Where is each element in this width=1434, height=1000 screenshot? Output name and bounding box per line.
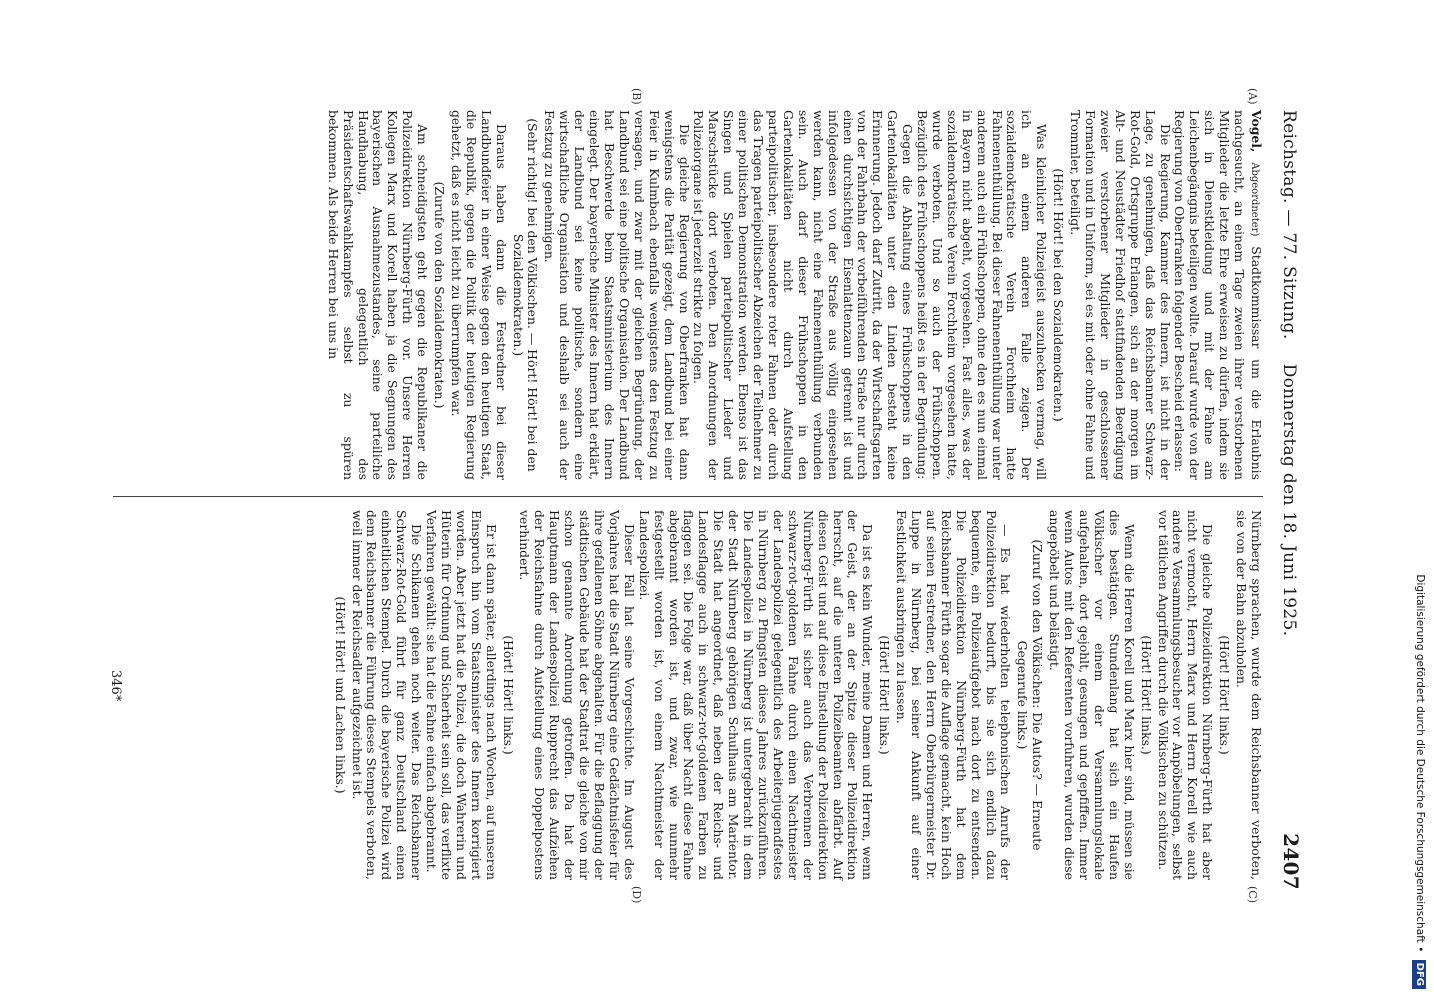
paragraph: Am schneidigsten geht gegen die Republikaner die Polizeidirektion Nürnberg-Fürth vor. Unsere Herren Kollegen Marx und Korell haben ja die Segnungen des bayerischen Ausnahmezustandes, seine parteiliche Handhabung, gelegentlich des Präsidentschaftswahlkampfes selbst zu spüren bekommen. Als beide Herren bei uns in: [325, 110, 431, 480]
interjection: (Hört! Hört! links.): [877, 635, 893, 755]
margin-letter-c: (C): [1246, 886, 1259, 903]
paragraph: Die gleiche Polizeidirektion Nürnberg-Fürth hat aber nicht vermocht, Herrn Marx und Herrn Korell wie auch andere Versammlungsbesucher vor Anpöbelungen, selbst vor tätlichen Angriffen durch die Völkischen zu schützen.: [1155, 510, 1216, 880]
digitization-credit: [1412, 14, 1432, 989]
credit-text: Digitalisierung gefördert durch die Deutsche Forschungsgemeinschaft •: [1414, 574, 1426, 953]
speaker-name: Vogel,: [1249, 110, 1264, 153]
running-head-left: Reichstag. — 77. Sitzung.: [1279, 110, 1299, 340]
interjection: (Hört! Hört! links.): [500, 635, 516, 755]
interjection: (Zurufe von den Sozialdemokraten.): [432, 181, 448, 409]
interjection: (Hört! Hört! links.): [1138, 635, 1154, 755]
footer-signature: 346*: [108, 670, 123, 702]
paragraph: Daraus haben dann die Festredner bei dieser Landbundfeier in einer Weise gegen den heutigen Staat, die Republik, gegen die Politik der heutigen Regierung gehetzt, daß es nicht leicht zu überrumpfen war.: [448, 110, 509, 480]
column-divider: [113, 496, 1263, 497]
text-column-right: [330, 510, 1263, 880]
dfg-logo: DFG: [1412, 960, 1426, 989]
paragraph: Er ist dann später, allerdings nach Wochen, auf unseren Einspruch hin vom Staatsminister des Innern korrigiert worden. Aber jetzt hat die Polizei, die doch Wahrerin und Hüterin für Ordnung und Sicherheit sein soll, das verflixte Verfahren gewählt: sie hat die Fahne einfach abgebrannt.: [424, 510, 499, 880]
paragraph: Die Regierung, Kammer des Innern, ist nicht in der Lage, zu genehmigen, daß das Reichsbanner Schwarz-Rot-Gold, Ortsgruppe Erlangen, sich an der morgen im Alt- und Neustädter Friedhof stattfindenden Beerdigung zweier verstorbener Mitglieder in geschlossener Formation und in Uniform, sei es mit oder ohne Fahne und Trommler, beteiligt.: [1068, 110, 1173, 480]
page-number: 2407: [1279, 833, 1303, 890]
margin-letter-d: (D): [630, 886, 643, 904]
paragraph: Nürnberg sprachen, wurde dem Reichsbanner verboten, sie von der Bahn abzuholen.: [1234, 510, 1264, 880]
running-head: [1273, 110, 1303, 890]
margin-letter-a: (A): [1246, 88, 1259, 105]
interjection: (Hört! Hört! und Lachen links.): [332, 596, 348, 794]
interjection: (Hört! Hört! links.): [1217, 635, 1233, 755]
paragraph: — Es hat wiederholten telephonischen Anrufs der Polizeidirektion bedurft, bis sie sich endlich dazu bequemte, ein Polizeiaufgebot nach dort zu entsenden. Die Polizeidirektion Nürnberg-Fürth hat dem Reichsbanner Fürth sogar die Auflage gemacht, kein Hoch auf seinen Festredner, den Herrn Oberbürgermeister Dr. Luppe in Nürnberg, bei seiner Ankunft auf einer Festlichkeit ausbringen zu lassen.: [894, 510, 1014, 880]
paragraph: Die Schikanen gehen noch weiter. Das Reichsbanner Schwarz-Rot-Gold führt für ganz Deutschland einen einheitlichen Stempel. Durch die bayerische Polizei wird dem Reichsbanner die Führung dieses Stempels verboten, weil immer der Reichsadler aufgezeichnet ist.: [349, 510, 425, 880]
running-head-date: Donnerstag den 18. Juni 1925.: [1279, 363, 1299, 637]
interjection: (Zuruf von den Völkischen: Die Autos? — Erneute Gegenrufe links.): [1015, 539, 1046, 851]
paragraph: Die gleiche Regierung von Oberfranken hat dann wenigstens die Parität gezeigt, dem Landbund bei einer Feier in Kulmbach ebenfalls wenigstens den Festzug zu versagen, und zwar mit der gleichen Begründung, der Landbund sei eine politische Organisation. Der Landbund hat Beschwerde beim Staatsministerium des Innern eingelegt. Der bayerische Minister des Innern hat erklärt, der Landbund sei keine politische, sondern eine wirtschaftliche Organisation und deshalb sei auch der Festzug zu genehmigen.: [542, 110, 692, 480]
paragraph: Gegen die Abhaltung eines Frühschoppens in den Gartenlokalitäten unter den Linden besteht keine Erinnerung. Jedoch darf Zutritt, da der Wirtschaftsgarten von der Fahrbahn der vorbeiführenden Straße nur durch einen durchsichtigen Eisenlattenzaun getrennt ist und infolgedessen von der Straße aus völlig eingesehen werden kann, nicht eine Fahnenenthüllung verbunden sein. Auch darf dieser Frühschoppen in den Gartenlokalitäten nicht durch Aufstellung parteipolitischer, insbesondere roter Fahnen oder durch das Tragen parteipolitischer Abzeichen der Teilnehmer zu einer politischen Demonstration werden. Ebenso ist das Singen und Spielen parteipolitischer Lieder und Marschstücke dort verboten. Den Anordnungen der Polizeiorgane ist jederzeit strikte zu folgen.: [691, 110, 916, 480]
paragraph: Dieser Fall hat seine Vorgeschichte. Im August des Vorjahres hat die Stadt Nürnberg eine Gedächtnisfeier für ihre gefallenen Söhne abgehalten. Für die Beflaggung der städtischen Gebäude hat der Stadtrat die gleiche von mir schon genannte Anordnung getroffen. Da hat der Hauptmann der Landespolizei Rupprecht das Aufziehen der Reichsfahne durch Aufstellung eines Doppelpostens verhindert.: [517, 510, 637, 880]
paragraph-text: Stadtkommissar um die Erlaubnis nachgesucht, an einem Tage zweien ihrer verstorbenen Mitglieder die letzte Ehre erweisen zu dürfen, indem sie sich in Dienstkleidung und mit der Fahne am Leichenbegängnis beteiligen wollte. Darauf wurde von der Regierung von Oberfranken folgender Bescheid erlassen:: [1172, 110, 1264, 480]
margin-letter-b: (B): [630, 88, 643, 105]
interjection: (Sehr richtig! bei den Völkischen. — Hört! Hört! bei den Sozialdemokraten.): [510, 118, 541, 472]
text-column-left: [325, 110, 1263, 480]
paragraph: [1172, 110, 1263, 480]
rotated-document-page: [13, 88, 1303, 904]
speaker-role: Abgeordneter): [1249, 152, 1260, 247]
paragraph: Wenn die Herren Korell und Marx hier sind, müssen sie dies bestätigen. Stundenlang hat sich ein Haufen Völkischer vor einem der Versammlungslokale aufgehalten, dort gejohlt, gesungen und gepfiffen. Immer wenn Autos mit den Referenten vorfuhren, wurden diese angepöbelt und belästigt.: [1047, 510, 1137, 880]
paragraph: Da ist es kein Wunder, meine Damen und Herren, wenn der Geist, der an der Spitze dieser Polizeidirektion herrscht, auf die unteren Polizeibeamten abfärbt. Auf diesen Geist und auf diese Einstellung der Polizeidirektion Nürnberg-Fürth ist sicher auch das Verbrennen der schwarz-rot-goldenen Fahne durch einen Nachtmeister der Landespolizei gelegentlich des Arbeiterjugendfestes in Nürnberg zu Pfingsten dieses Jahres zurückzuführen. Die Landespolizei in Nürnberg ist untergebracht in dem der Stadt Nürnberg gehörigen Schulhaus am Marientor. Die Stadt hat angeordnet, daß neben der Reichs- und Landesflagge auch in schwarz-rot-goldenen Farben zu flaggen sei. Die Folge war, daß über Nacht diese Fahne abgebrannt worden ist, und zwar, wie nunmehr festgestellt worden ist, von einem Nachtmeister der Landespolizei.: [636, 510, 876, 880]
interjection: (Hört! Hört! bei den Sozialdemokraten.): [1051, 168, 1067, 422]
paragraph: Was kleinlicher Polizeigeist auszuhecken vermag, will ich an einem anderen Falle zeigen. Der sozialdemokratische Verein Forchheim hatte Fahnenenthüllung. Bei dieser Fahnenenthüllung war unter anderem auch ein Frühschoppen, ohne den es nun einmal in Bayern nicht abgeht, vorgesehen. Fast alles, was der sozialdemokratische Verein Forchheim vorgesehen hatte, wurde verboten. Und so auch der Frühschoppen. Bezüglich des Frühschoppens heißt es in der Begründung:: [915, 110, 1050, 480]
